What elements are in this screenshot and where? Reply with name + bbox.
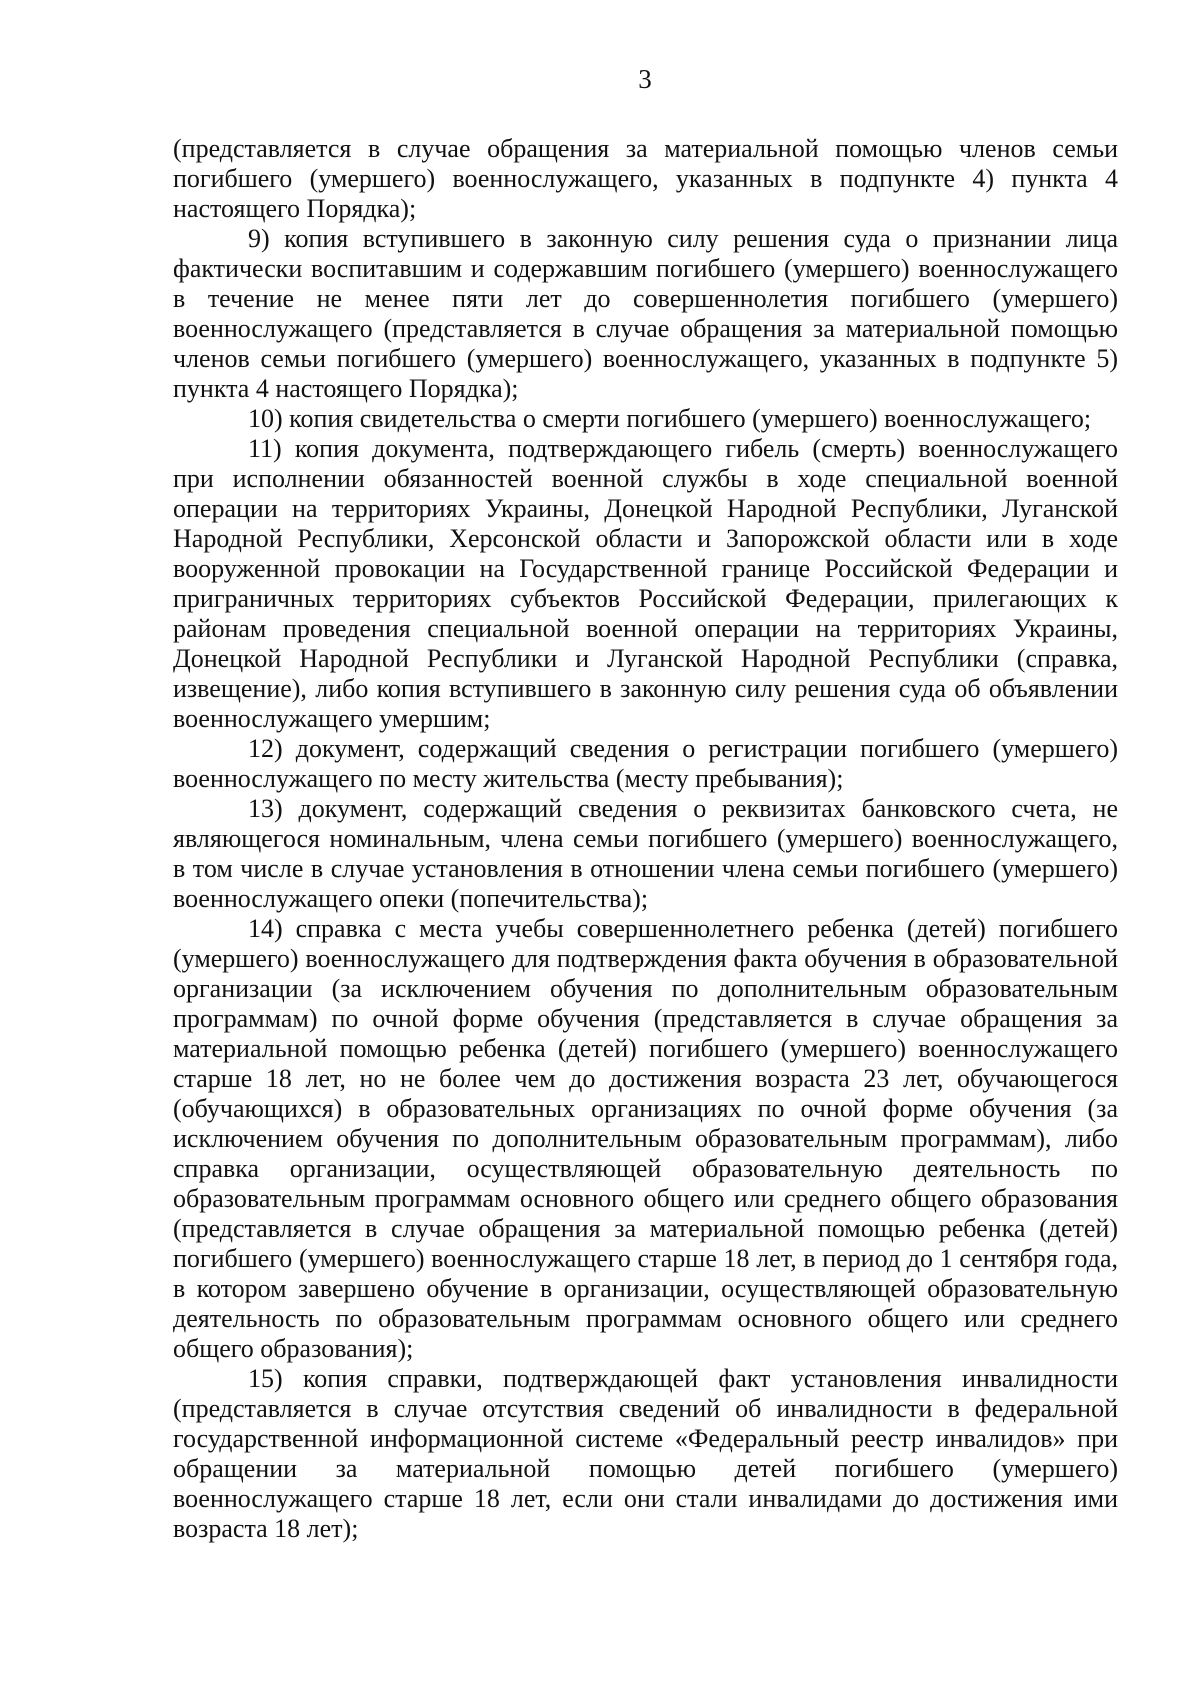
list-item-12: 12) документ, содержащий сведения о регистрации погибшего (умершего) военнослужащего по месту жительства (месту пребывания); xyxy=(173,734,1118,793)
list-item-9: 9) копия вступившего в законную силу решения суда о признании лица фактически воспитавшим и содержавшим погибшего (умершего) военнослужащего в течение не менее пяти лет до совершеннолетия погибшего (умершего) военнослужащего (представляется в случае обращения за материальной помощью членов семьи погибшего (умершего) военнослужащего, указанных в подпункте 5) пункта 4 настоящего Порядка); xyxy=(173,224,1118,403)
list-item-14: 14) справка с места учебы совершеннолетнего ребенка (детей) погибшего (умершего) военнослужащего для подтверждения факта обучения в образовательной организации (за исключением обучения по дополнительным образовательным программам) по очной форме обучения (представляется в случае обращения за материальной помощью ребенка (детей) погибшего (умершего) военнослужащего старше 18 лет, но не более чем до достижения возраста 23 лет, обучающегося (обучающихся) в образовательных организациях по очной форме обучения (за исключением обучения по дополнительным образовательным программам), либо справка организации, осуществляющей образовательную деятельность по образовательным программам основного общего или среднего общего образования (представляется в случае обращения за материальной помощью ребенка (детей) погибшего (умершего) военнослужащего старше 18 лет, в период до 1 сентября года, в котором завершено обучение в организации, осуществляющей образовательную деятельность по образовательным программам основного общего или среднего общего образования); xyxy=(173,914,1118,1363)
list-item-13: 13) документ, содержащий сведения о реквизитах банковского счета, не являющегося номинальным, члена семьи погибшего (умершего) военнослужащего, в том числе в случае установления в отношении члена семьи погибшего (умершего) военнослужащего опеки (попечительства); xyxy=(173,794,1118,913)
list-item-10: 10) копия свидетельства о смерти погибшего (умершего) военнослужащего; xyxy=(248,404,1092,433)
document-body xyxy=(173,134,1118,1544)
paragraph-continuation: (представляется в случае обращения за материальной помощью членов семьи погибшего (умершего) военнослужащего, указанных в подпункте 4) пункта 4 настоящего Порядка); xyxy=(173,134,1118,223)
page-number: 3 xyxy=(638,64,652,94)
list-item-11: 11) копия документа, подтверждающего гибель (смерть) военнослужащего при исполнении обязанностей военной службы в ходе специальной военной операции на территориях Украины, Донецкой Народной Республики, Луганской Народной Республики, Херсонской области и Запорожской области или в ходе вооруженной провокации на Государственной границе Российской Федерации и приграничных территориях субъектов Российской Федерации, прилегающих к районам проведения специальной военной операции на территориях Украины, Донецкой Народной Республики и Луганской Народной Республики (справка, извещение), либо копия вступившего в законную силу решения суда об объявлении военнослужащего умершим; xyxy=(173,434,1118,733)
list-item-15: 15) копия справки, подтверждающей факт установления инвалидности (представляется в случае отсутствия сведений об инвалидности в федеральной государственной информационной системе «Федеральный реестр инвалидов» при обращении за материальной помощью детей погибшего (умершего) военнослужащего старше 18 лет, если они стали инвалидами до достижения ими возраста 18 лет); xyxy=(173,1364,1118,1543)
